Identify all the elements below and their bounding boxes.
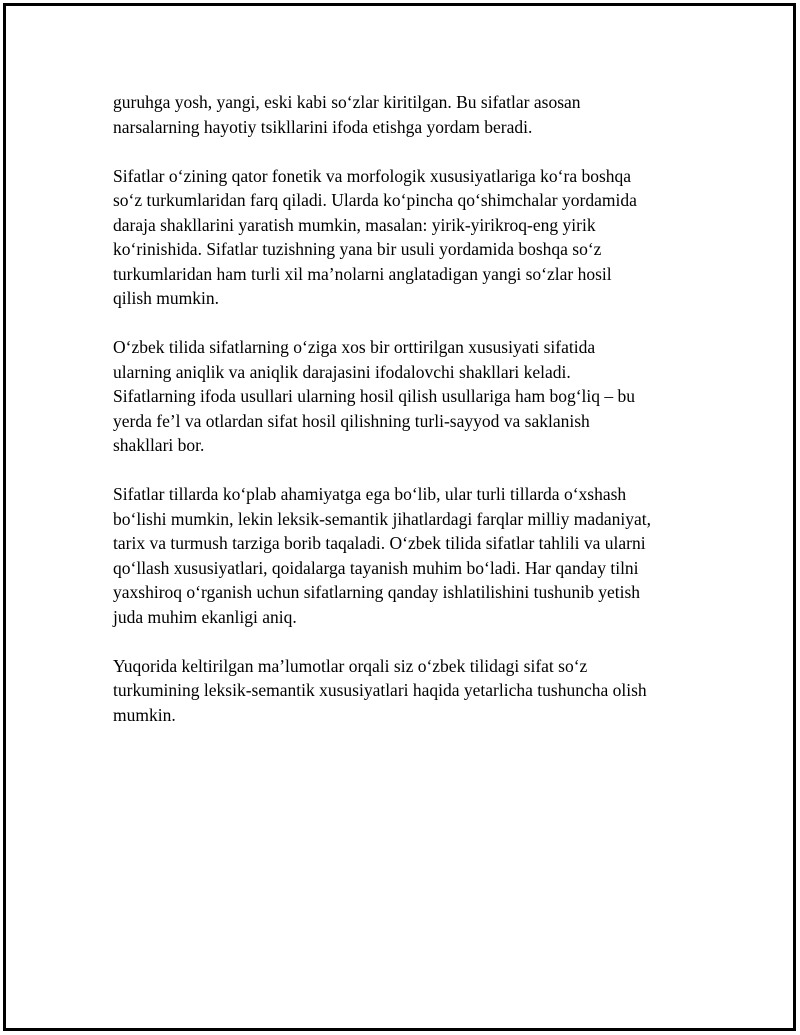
text-line: shakllari bor. <box>113 435 205 455</box>
text-line: yaxshiroq o‘rganish uchun sifatlarning qanday ishlatilishini tushunib yetish <box>113 582 641 602</box>
text-line: turkumining leksik-semantik xususiyatlari haqida yetarlicha tushuncha olish <box>113 680 647 700</box>
paragraph-4 <box>113 482 713 629</box>
text-line: Sifatlarning ifoda usullari ularning hosil qilish usullariga ham bog‘liq – bu <box>113 386 636 406</box>
text-line: guruhga yosh, yangi, eski kabi so‘zlar kiritilgan. Bu sifatlar asosan <box>113 92 581 112</box>
text-line: bo‘lishi mumkin, lekin leksik-semantik jihatlardagi farqlar milliy madaniyat, <box>113 508 652 529</box>
text-line: Sifatlar tillarda ko‘plab ahamiyatga ega bo‘lib, ular turli tillarda o‘xshash <box>113 484 627 504</box>
document-body <box>113 90 713 752</box>
paragraph-2 <box>113 164 713 311</box>
text-line: qilish mumkin. <box>113 288 219 308</box>
paragraph-1 <box>113 90 713 139</box>
text-line: turkumlaridan ham turli xil ma’nolarni anglatadigan yangi so‘zlar hosil <box>113 263 612 284</box>
text-line: qo‘llash xususiyatlari, qoidalarga tayanish muhim bo‘ladi. Har qanday tilni <box>113 557 639 578</box>
text-line: tarix va turmush tarziga borib taqaladi. O‘zbek tilida sifatlar tahlili va ularni <box>113 533 646 553</box>
text-line: O‘zbek tilida sifatlarning o‘ziga xos bir orttirilgan xususiyati sifatida <box>113 337 596 357</box>
paragraph-3 <box>113 335 713 458</box>
text-line: yerda fe’l va otlardan sifat hosil qilishning turli-sayyod va saklanish <box>113 410 590 431</box>
text-line: ko‘rinishida. Sifatlar tuzishning yana bir usuli yordamida boshqa so‘z <box>113 239 602 259</box>
text-line: mumkin. <box>113 704 176 725</box>
text-line: ularning aniqlik va aniqlik darajasini ifodalovchi shakllari keladi. <box>113 361 571 382</box>
text-line: so‘z turkumlaridan farq qiladi. Ularda ko‘pincha qo‘shimchalar yordamida <box>113 190 637 210</box>
text-line: Yuqorida keltirilgan ma’lumotlar orqali siz o‘zbek tilidagi sifat so‘z <box>113 655 588 676</box>
text-line: narsalarning hayotiy tsikllarini ifoda etishga yordam beradi. <box>113 116 533 137</box>
text-line: daraja shakllarini yaratish mumkin, masalan: yirik-yirikroq-eng yirik <box>113 214 596 235</box>
text-line: Sifatlar o‘zining qator fonetik va morfologik xususiyatlariga ko‘ra boshqa <box>113 165 632 186</box>
text-line: juda muhim ekanligi aniq. <box>113 606 297 627</box>
paragraph-5 <box>113 654 713 728</box>
